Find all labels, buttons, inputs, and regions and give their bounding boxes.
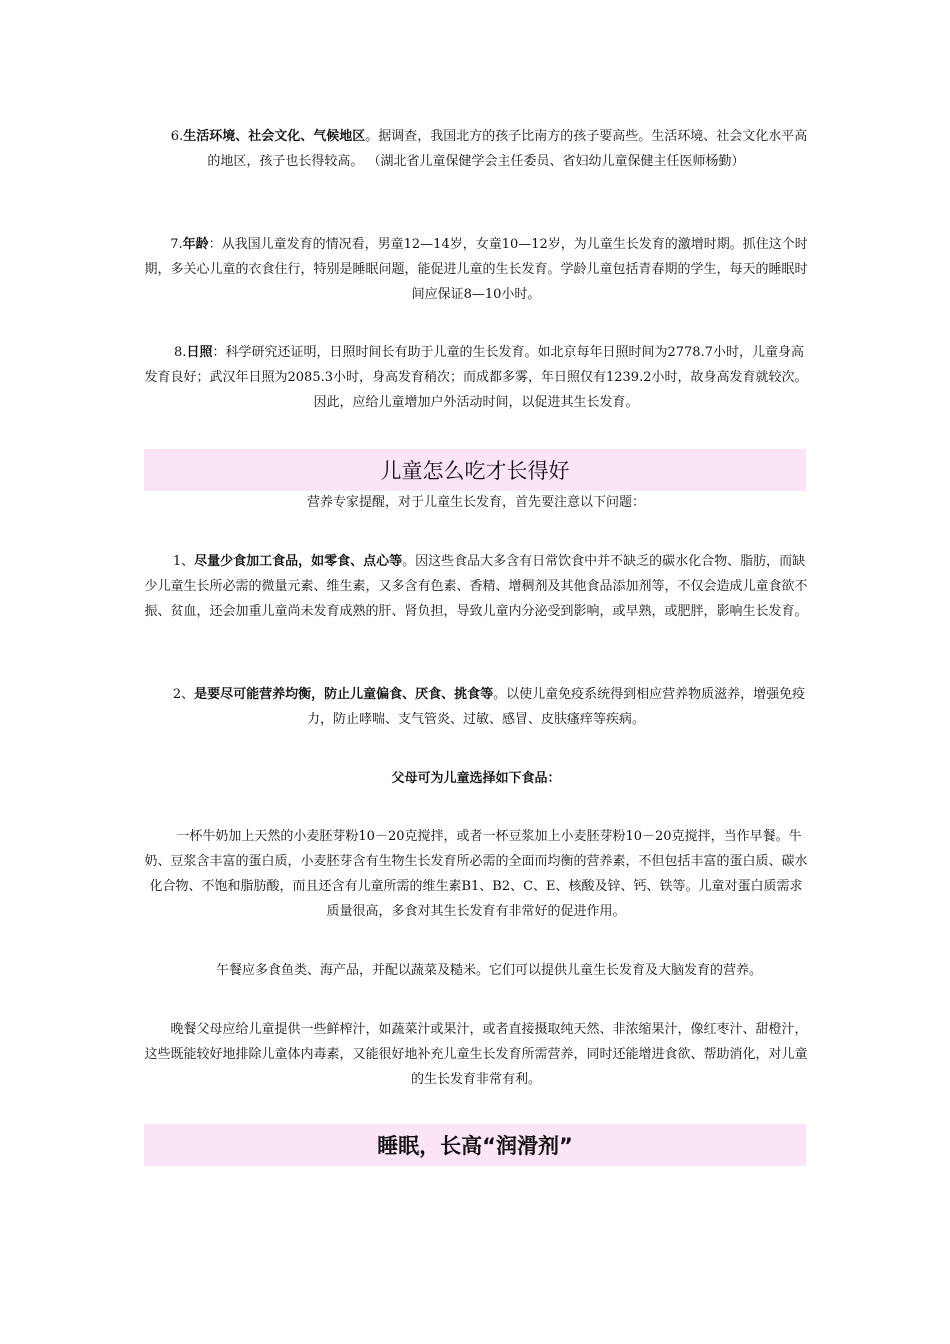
- item-title: 是要尽可能营养均衡，防止儿童偏食、厌食、挑食等: [194, 687, 494, 702]
- item-title: 日照: [186, 345, 213, 360]
- paragraph-age: [144, 232, 808, 307]
- intro-text: 营养专家提醒，对于儿童生长发育，首先要注意以下问题：: [306, 495, 645, 510]
- item-title: 年龄: [182, 237, 209, 252]
- paragraph-living-environment: [144, 124, 808, 174]
- item-title: 生活环境、社会文化、气候地区: [183, 129, 366, 144]
- section-heading-sleep: 睡眠，长高“润滑剂”: [144, 1124, 806, 1166]
- paragraph-sunlight: [144, 340, 808, 415]
- item-text: 。以使儿童免疫系统得到相应营养物质滋养，增强免疫力，防止哮喘、支气管炎、过敏、感冒、皮肤瘙痒等疾病。: [306, 687, 806, 727]
- paragraph-breakfast: 一杯牛奶加上天然的小麦胚芽粉10－20克搅拌，或者一杯豆浆加上小麦胚芽粉10－20克搅拌，当作早餐。牛奶、豆浆含丰富的蛋白质，小麦胚芽含有生物生长发育所必需的全面而均衡的营养素，不但包括丰富的蛋白质、碳水化合物、不饱和脂肪酸，而且还含有儿童所需的维生素B1、B2、C、E、核酸及锌、钙、铁等。儿童对蛋白质需求质量很高，多食对其生长发育有非常好的促进作用。: [144, 829, 808, 919]
- item-text: ：科学研究还证明，日照时间长有助于儿童的生长发育。如北京每年日照时间为2778.7小时，儿童身高发育良好；武汉年日照为2085.3小时，身高发育稍次；而成都多雾，年日照仅有1239.2小时，故身高发育就较次。因此，应给儿童增加户外活动时间，以促进其生长发育。: [144, 345, 808, 410]
- food-choice-subheading: 父母可为儿童选择如下食品：: [391, 771, 561, 786]
- list-item-balanced-diet: [144, 682, 808, 732]
- item-number: 2、: [172, 687, 195, 702]
- item-text: ：从我国儿童发育的情况看，男童12—14岁，女童10—12岁，为儿童生长发育的激增时期。抓住这个时期，多关心儿童的衣食住行，特别是睡眠问题，能促进儿童的生长发育。学龄儿童包括青春期的学生，每天的睡眠时间应保证8—10小时。: [144, 237, 808, 302]
- list-item-processed-food: [144, 549, 808, 624]
- item-number: 8.: [174, 345, 187, 360]
- item-number: 7.: [170, 237, 183, 252]
- item-text: 。据调查，我国北方的孩子比南方的孩子要高些。生活环境、社会文化水平高的地区，孩子也长得较高。 （湖北省儿童保健学会主任委员、省妇幼儿童保健主任医师杨勤）: [207, 129, 808, 169]
- paragraph-dinner: 晚餐父母应给儿童提供一些鲜榨汁，如蔬菜汁或果汁，或者直接摄取纯天然、非浓缩果汁，像红枣汁、甜橙汁，这些既能较好地排除儿童体内毒素，又能很好地补充儿童生长发育所需营养，同时还能增进食欲、帮助消化，对儿童的生长发育非常有利。: [144, 1022, 808, 1087]
- section-heading-nutrition: 儿童怎么吃才长得好: [144, 449, 806, 491]
- item-title: 尽量少食加工食品，如零食、点心等: [194, 554, 403, 569]
- item-text: 。因这些食品大多含有日常饮食中并不缺乏的碳水化合物、脂肪，而缺少儿童生长所必需的微量元素、维生素，又多含有色素、香精、增稠剂及其他食品添加剂等，不仅会造成儿童食欲不振、贫血，还会加重儿童尚未发育成熟的肝、肾负担，导致儿童内分泌受到影响，或早熟，或肥胖，影响生长发育。: [144, 554, 808, 619]
- paragraph-lunch: 午餐应多食鱼类、海产品，并配以蔬菜及糙米。它们可以提供儿童生长发育及大脑发育的营养。: [215, 963, 762, 978]
- item-number: 1、: [172, 554, 195, 569]
- item-number: 6.: [170, 129, 184, 144]
